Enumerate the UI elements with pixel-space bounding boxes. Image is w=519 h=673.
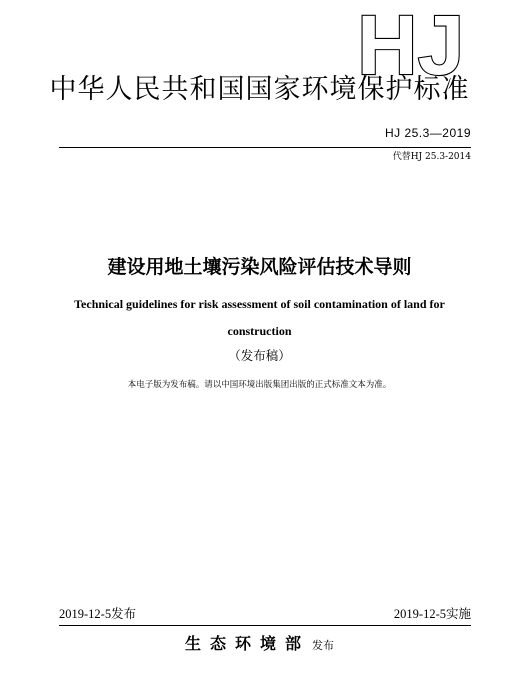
release-label: （发布稿） — [228, 348, 291, 363]
english-title-line-1: Technical guidelines for risk assessment of soil contamination of land for — [74, 297, 445, 311]
hj-logo — [355, 2, 515, 78]
standard-number: HJ 25.3—2019 — [384, 126, 471, 140]
issue-date: 2019-12-5发布 — [59, 607, 137, 621]
english-title-line-2: construction — [227, 324, 292, 338]
supersedes-label: 代替HJ 25.3-2014 — [392, 152, 471, 162]
chinese-title: 建设用地土壤污染风险评估技术导则 — [107, 256, 412, 278]
footer-divider — [59, 625, 471, 626]
issuer-line — [0, 634, 519, 656]
implementation-date: 2019-12-5实施 — [393, 607, 471, 621]
electronic-version-notice: 本电子版为发布稿。请以中国环境出版集团出版的正式标准文本为准。 — [127, 380, 392, 390]
issuer-suffix: 发布 — [312, 639, 334, 652]
hj-logo-text: HJ — [357, 2, 465, 78]
org-title: 中华人民共和国国家环境保护标准 — [49, 74, 470, 105]
header-divider — [59, 147, 471, 148]
issuer-name: 生态环境部 — [184, 634, 310, 653]
